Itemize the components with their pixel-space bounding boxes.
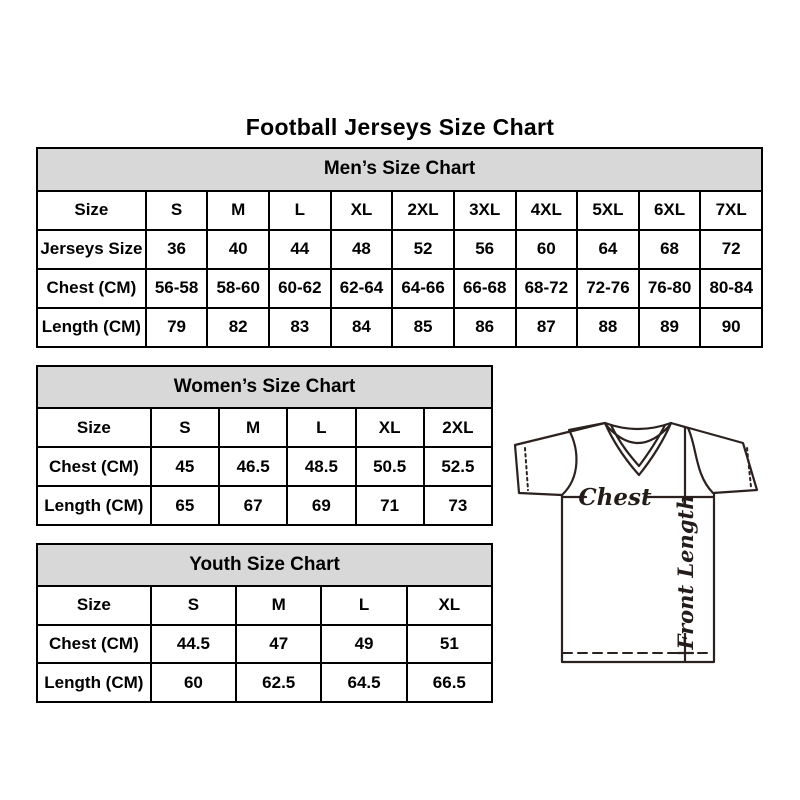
table-cell: 48.5 <box>287 447 355 486</box>
row-label: Jerseys Size <box>37 230 146 269</box>
table-cell: 60 <box>151 663 236 702</box>
table-cell: 62.5 <box>236 663 321 702</box>
table-cell: 72-76 <box>577 269 639 308</box>
mens-size-table <box>36 147 763 348</box>
table-row <box>37 625 492 664</box>
mens-size-table-container <box>36 147 763 348</box>
table-cell: 7XL <box>700 191 762 230</box>
table-cell: 64 <box>577 230 639 269</box>
table-cell: 85 <box>392 308 454 347</box>
table-cell: 56-58 <box>146 269 208 308</box>
table-cell: 47 <box>236 625 321 664</box>
jersey-measurement-diagram <box>505 415 767 667</box>
table-cell: 68-72 <box>516 269 578 308</box>
youth-table-title: Youth Size Chart <box>37 544 492 586</box>
table-cell: 72 <box>700 230 762 269</box>
table-row <box>37 663 492 702</box>
table-cell: 88 <box>577 308 639 347</box>
table-row <box>37 230 762 269</box>
table-cell: 45 <box>151 447 219 486</box>
table-cell: 64.5 <box>321 663 406 702</box>
table-cell: 46.5 <box>219 447 287 486</box>
front-length-label: Front Length <box>673 494 698 650</box>
table-cell: M <box>219 408 287 447</box>
table-cell: 4XL <box>516 191 578 230</box>
table-cell: 86 <box>454 308 516 347</box>
row-label: Length (CM) <box>37 663 151 702</box>
table-cell: L <box>321 586 406 625</box>
table-cell: 51 <box>407 625 492 664</box>
table-cell: L <box>269 191 331 230</box>
table-cell: S <box>151 408 219 447</box>
row-label: Size <box>37 191 146 230</box>
table-cell: S <box>151 586 236 625</box>
chest-label: Chest <box>578 484 652 511</box>
row-label: Chest (CM) <box>37 269 146 308</box>
table-cell: 58-60 <box>207 269 269 308</box>
table-cell: 69 <box>287 486 355 525</box>
mens-table-title: Men’s Size Chart <box>37 148 762 191</box>
womens-table-title: Women’s Size Chart <box>37 366 492 408</box>
table-cell: 56 <box>454 230 516 269</box>
table-cell: 50.5 <box>356 447 424 486</box>
table-cell: 76-80 <box>639 269 701 308</box>
youth-size-table-container <box>36 543 493 703</box>
table-cell: 62-64 <box>331 269 393 308</box>
table-cell: XL <box>407 586 492 625</box>
table-cell: 2XL <box>392 191 454 230</box>
table-cell: 60-62 <box>269 269 331 308</box>
table-cell: S <box>146 191 208 230</box>
table-row <box>37 408 492 447</box>
table-cell: 67 <box>219 486 287 525</box>
table-cell: 3XL <box>454 191 516 230</box>
table-cell: 68 <box>639 230 701 269</box>
table-cell: 80-84 <box>700 269 762 308</box>
table-cell: 90 <box>700 308 762 347</box>
table-cell: 66.5 <box>407 663 492 702</box>
table-cell: M <box>236 586 321 625</box>
table-cell: 2XL <box>424 408 492 447</box>
table-cell: 83 <box>269 308 331 347</box>
table-cell: XL <box>331 191 393 230</box>
table-cell: 36 <box>146 230 208 269</box>
table-cell: 84 <box>331 308 393 347</box>
row-label: Size <box>37 408 151 447</box>
table-cell: 52 <box>392 230 454 269</box>
table-cell: 52.5 <box>424 447 492 486</box>
table-row <box>37 308 762 347</box>
table-cell: 48 <box>331 230 393 269</box>
table-cell: 44 <box>269 230 331 269</box>
table-cell: 65 <box>151 486 219 525</box>
table-cell: M <box>207 191 269 230</box>
table-cell: 87 <box>516 308 578 347</box>
table-cell: 79 <box>146 308 208 347</box>
table-cell: 60 <box>516 230 578 269</box>
table-cell: 44.5 <box>151 625 236 664</box>
table-cell: 40 <box>207 230 269 269</box>
table-cell: 89 <box>639 308 701 347</box>
womens-size-table-container <box>36 365 493 526</box>
table-cell: XL <box>356 408 424 447</box>
table-cell: L <box>287 408 355 447</box>
womens-size-table <box>36 365 493 526</box>
row-label: Chest (CM) <box>37 447 151 486</box>
table-cell: 5XL <box>577 191 639 230</box>
row-label: Length (CM) <box>37 308 146 347</box>
table-cell: 73 <box>424 486 492 525</box>
jersey-collar-inner-v <box>611 425 665 466</box>
table-cell: 6XL <box>639 191 701 230</box>
page-title: Football Jerseys Size Chart <box>245 114 555 141</box>
table-cell: 71 <box>356 486 424 525</box>
table-cell: 49 <box>321 625 406 664</box>
jersey-illustration <box>505 415 767 667</box>
table-cell: 64-66 <box>392 269 454 308</box>
table-row <box>37 447 492 486</box>
youth-size-table <box>36 543 493 703</box>
table-row <box>37 586 492 625</box>
jersey-collar-top-arc <box>605 423 671 429</box>
table-row <box>37 269 762 308</box>
table-cell: 66-68 <box>454 269 516 308</box>
row-label: Length (CM) <box>37 486 151 525</box>
table-cell: 82 <box>207 308 269 347</box>
row-label: Size <box>37 586 151 625</box>
row-label: Chest (CM) <box>37 625 151 664</box>
table-row <box>37 191 762 230</box>
table-row <box>37 486 492 525</box>
